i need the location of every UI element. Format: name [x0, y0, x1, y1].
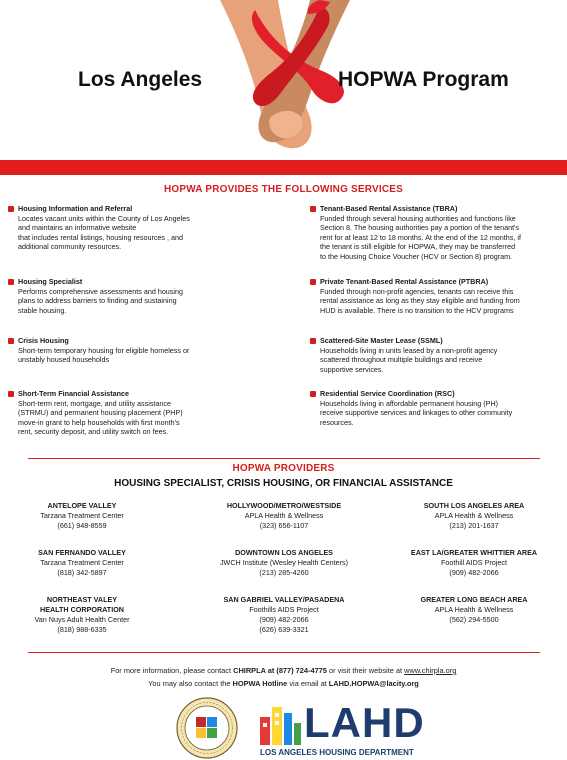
service-description-line: additional community resources.: [18, 242, 122, 252]
service-title: Residential Service Coordination (RSC): [320, 389, 455, 398]
providers-heading: HOPWA PROVIDERS: [232, 463, 335, 474]
provider-name: APLA Health & Wellness: [244, 511, 324, 520]
service-item: [320, 336, 556, 374]
service-title: Housing Specialist: [18, 277, 83, 286]
divider-line: [28, 458, 540, 459]
service-title: Scattered-Site Master Lease (SSML): [320, 336, 443, 345]
provider-phone[interactable]: (661) 948-8559: [57, 521, 107, 530]
service-description-line: resources.: [320, 417, 354, 427]
service-bullet-icon: [310, 206, 316, 212]
service-description-line: plans to address barriers to finding and sustaining: [18, 296, 177, 306]
service-description-line: to the Housing Choice Voucher (HCV or Section 8) program.: [320, 251, 513, 261]
provider-name: Foothill AIDS Project: [441, 558, 507, 567]
provider-name: JWCH Institute (Wesley Health Centers): [219, 558, 349, 567]
service-item: [18, 389, 254, 437]
provider-name: Foothills AIDS Project: [249, 605, 319, 614]
service-description-line: rent for at least 12 to 18 months. At the end of the 12 months, if: [320, 232, 521, 242]
footer-hotline-line: [0, 679, 567, 688]
provider-entry: [384, 548, 564, 578]
service-description-line: Performs comprehensive assessments and housing: [18, 286, 183, 296]
service-description-line: Households living in affordable permanent housing (PH): [320, 398, 499, 408]
footer-text: For more information, please contact: [110, 666, 234, 675]
title-right: HOPWA Program: [338, 68, 509, 91]
service-bullet-icon: [310, 279, 316, 285]
provider-entry: [194, 595, 374, 635]
provider-area: SAN GABRIEL VALLEY/PASADENA: [223, 595, 345, 604]
service-description-line: Short-term temporary housing for eligible homeless or: [18, 345, 190, 355]
provider-phone[interactable]: (818) 988-6335: [57, 625, 107, 634]
service-description-line: and maintains an informative website: [18, 223, 137, 233]
provider-phone[interactable]: (626) 639-3321: [259, 625, 309, 634]
provider-phone[interactable]: (323) 656-1107: [259, 521, 309, 530]
hotline-label: HOPWA Hotline: [232, 679, 288, 688]
provider-name: Tarzana Treatment Center: [40, 511, 124, 520]
service-bullet-icon: [8, 338, 14, 344]
service-description-line: Short-term rent, mortgage, and utility assistance: [18, 398, 172, 408]
service-item: [320, 204, 556, 262]
service-item: [320, 389, 556, 427]
service-description-line: move-in grant to help households with first month's: [18, 417, 180, 427]
provider-entry: [0, 548, 172, 578]
footer-text: via email at: [287, 679, 329, 688]
service-bullet-icon: [310, 338, 316, 344]
service-item: [18, 204, 254, 252]
service-title: Crisis Housing: [18, 336, 69, 345]
provider-area: SOUTH LOS ANGELES AREA: [423, 501, 525, 510]
provider-entry: [194, 548, 374, 578]
service-bullet-icon: [8, 206, 14, 212]
services-heading: HOPWA PROVIDES THE FOLLOWING SERVICES: [163, 184, 404, 195]
service-description-line: Funded through non-profit agencies, tenants can receive this: [320, 286, 514, 296]
provider-entry: [384, 501, 564, 531]
provider-entry: [194, 501, 374, 531]
provider-area: DOWNTOWN LOS ANGELES: [235, 548, 333, 557]
service-description-line: Section 8. The housing authorities pay a portion of the tenant's: [320, 223, 520, 233]
provider-entry: [0, 595, 172, 635]
service-bullet-icon: [8, 391, 14, 397]
provider-area: SAN FERNANDO VALLEY: [38, 548, 126, 557]
service-description-line: Locates vacant units within the County of Los Angeles: [18, 213, 190, 223]
service-title: Tenant-Based Rental Assistance (TBRA): [320, 204, 458, 213]
chirpla-contact: CHIRPLA at (877) 724-4775: [233, 666, 327, 675]
lahd-building-icon: [258, 703, 302, 747]
lahd-logo-subtitle: LOS ANGELES HOUSING DEPARTMENT: [260, 748, 414, 757]
hotline-email-link[interactable]: LAHD.HOPWA@lacity.org: [328, 679, 419, 688]
service-item: [18, 277, 254, 315]
provider-name: Van Nuys Adult Health Center: [34, 615, 130, 624]
provider-area: HOLLYWOOD/METRO/WESTSIDE: [226, 501, 342, 510]
city-seal-icon: [176, 697, 238, 759]
service-title: Short-Term Financial Assistance: [18, 389, 130, 398]
service-description-line: unstably housed households: [18, 355, 110, 365]
lahd-logo-text: LAHD: [304, 699, 425, 746]
service-description-line: HUD is available. There is no transition to the HCV programs: [320, 305, 514, 315]
service-description-line: the tenant is still eligible for HOPWA, they may be transferred: [320, 242, 516, 252]
provider-phone[interactable]: (909) 482-2066: [259, 615, 309, 624]
service-description-line: Households living in units leased by a non-profit agency: [320, 345, 498, 355]
footer-text: You may also contact the: [148, 679, 233, 688]
title-left: Los Angeles: [78, 68, 203, 91]
provider-area: NORTHEAST VALEY: [46, 595, 118, 604]
provider-entry: [384, 595, 564, 625]
footer-text: or visit their website at: [326, 666, 405, 675]
provider-phone[interactable]: (818) 342-5897: [57, 568, 107, 577]
service-item: [18, 336, 254, 365]
divider-line-bottom: [28, 652, 540, 653]
provider-phone[interactable]: (562) 294-5500: [449, 615, 499, 624]
provider-area: ANTELOPE VALLEY: [47, 501, 117, 510]
provider-phone[interactable]: (909) 482-2066: [449, 568, 499, 577]
providers-subheading: HOUSING SPECIALIST, CRISIS HOUSING, OR FINANCIAL ASSISTANCE: [114, 478, 453, 489]
provider-entry: [0, 501, 172, 531]
service-description-line: stable housing.: [18, 305, 67, 315]
service-description-line: scattered throughout multiple buildings and receive: [320, 355, 483, 365]
header-red-bar: [0, 160, 567, 175]
service-description-line: (STRMU) and permanent housing placement (PHP): [18, 408, 183, 418]
service-description-line: rent, security deposit, and utility switch on fees.: [18, 427, 169, 437]
service-description-line: receive supportive services and linkages to other community: [320, 408, 513, 418]
service-title: Housing Information and Referral: [18, 204, 133, 213]
service-description-line: that includes rental listings, housing resources , and: [18, 232, 184, 242]
provider-area: GREATER LONG BEACH AREA: [420, 595, 528, 604]
provider-phone[interactable]: (213) 285-4260: [259, 568, 309, 577]
provider-area: HEALTH CORPORATION: [40, 605, 124, 614]
service-item: [320, 277, 556, 315]
chirpla-website-link[interactable]: www.chirpla.org: [404, 666, 457, 675]
service-bullet-icon: [8, 279, 14, 285]
service-bullet-icon: [310, 391, 316, 397]
provider-phone[interactable]: (213) 201-1637: [449, 521, 499, 530]
service-title: Private Tenant-Based Rental Assistance (PTBRA): [320, 277, 489, 286]
provider-name: APLA Health & Wellness: [434, 605, 514, 614]
provider-area: EAST LA/GREATER WHITTIER AREA: [410, 548, 538, 557]
service-description-line: Funded through several housing authorities and functions like: [320, 213, 516, 223]
service-description-line: rental assistance as long as they stay eligible and funding from: [320, 296, 520, 306]
provider-name: APLA Health & Wellness: [434, 511, 514, 520]
footer-contact-line: [0, 666, 567, 675]
service-description-line: supportive services.: [320, 364, 384, 374]
provider-name: Tarzana Treatment Center: [40, 558, 124, 567]
